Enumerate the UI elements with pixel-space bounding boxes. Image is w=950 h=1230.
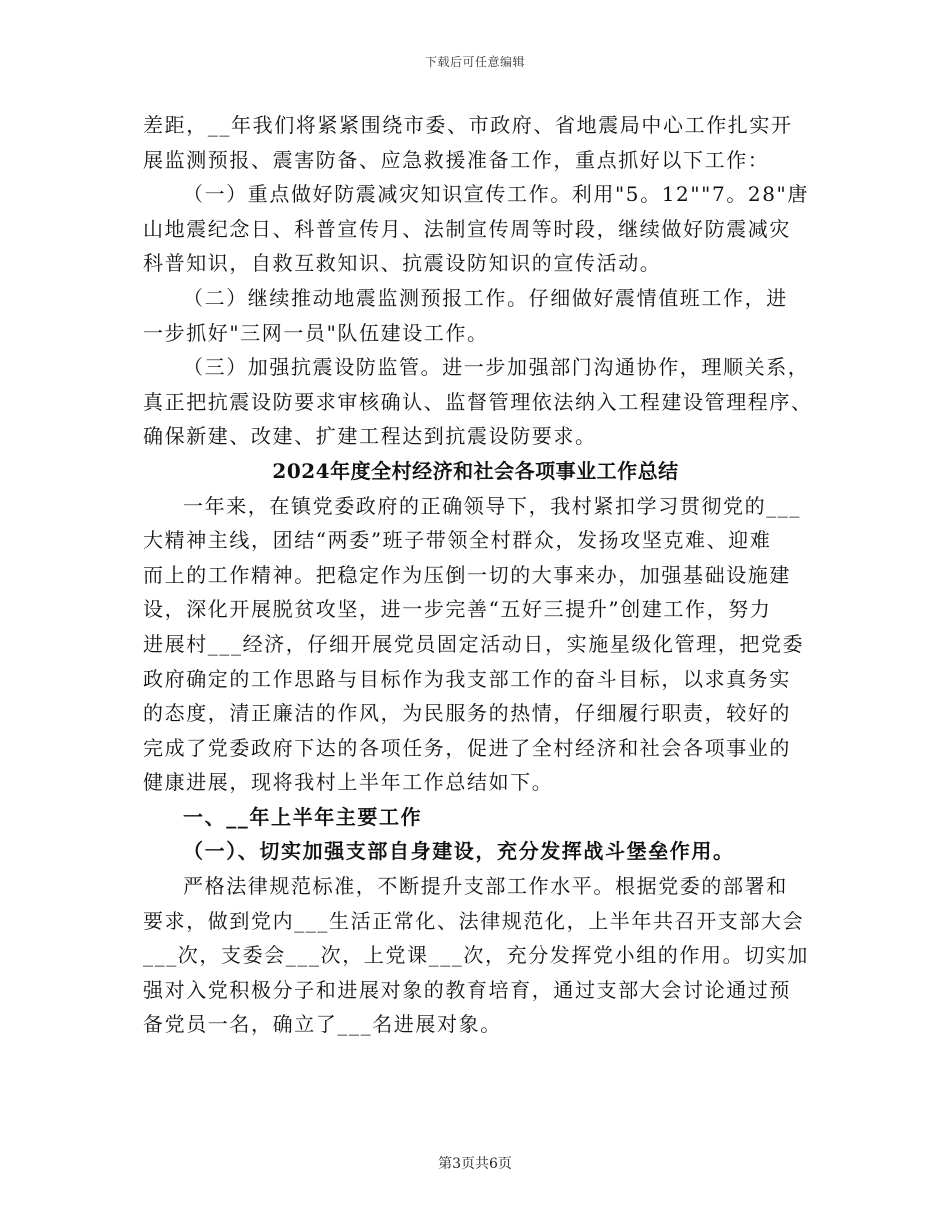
text-line: （二）继续推动地震监测预报工作。仔细做好震情值班工作，进: [183, 285, 788, 310]
text-line: 真正把抗震设防要求审核确认、监督管理依法纳入工程建设管理程序、: [143, 389, 813, 414]
text-line: 完成了党委政府下达的各项任务，促进了全村经济和社会各项事业的: [143, 735, 791, 760]
section-title: 2024年度全村经济和社会各项事业工作总结: [272, 458, 679, 483]
page-header: 下载后可任意编辑: [424, 55, 525, 69]
text-line: 科普知识，自救互救知识、抗震设防知识的宣传活动。: [143, 251, 662, 276]
text-line: ___次，支委会___次，上党课___次，充分发挥党小组的作用。切实加: [143, 943, 809, 968]
text-line: 差距，__年我们将紧紧围绕市委、市政府、省地震局中心工作扎实开: [143, 113, 793, 137]
text-line: 展监测预报、震害防备、应急救援准备工作，重点抓好以下工作：: [143, 147, 770, 172]
text-line: （一）重点做好防震减灾知识宣传工作。利用"5。12""7。28"唐: [183, 182, 809, 207]
text-line: 严格法律规范标准，不断提升支部工作水平。根据党委的部署和: [183, 874, 788, 899]
section-heading: 一、__年上半年主要工作: [183, 804, 423, 829]
document-body: [143, 108, 813, 1042]
text-line: 的态度，清正廉洁的作风，为民服务的热情，仔细履行职责，较好的: [143, 701, 791, 726]
text-line: 山地震纪念日、科普宣传月、法制宣传周等时段，继续做好防震减灾: [143, 216, 791, 241]
text-line: 健康进展，现将我村上半年工作总结如下。: [143, 770, 554, 795]
text-line: 一年来，在镇党委政府的正确领导下，我村紧扣学习贯彻党的___: [183, 493, 801, 518]
text-line: （三）加强抗震设防监管。进一步加强部门沟通协作，理顺关系，: [183, 355, 810, 380]
text-line: 政府确定的工作思路与目标作为我支部工作的奋斗目标，以求真务实: [143, 666, 791, 691]
text-line: 进展村___经济，仔细开展党员固定活动日，实施星级化管理，把党委: [143, 631, 805, 656]
subsection-heading: （一）、切实加强支部自身建设，充分发挥战斗堡垒作用。: [183, 839, 735, 864]
text-line: 强对入党积极分子和进展对象的教育培育，通过支部大会讨论通过预: [143, 977, 791, 1002]
text-line: 要求，做到党内___生活正常化、法律规范化，上半年共召开支部大会: [143, 908, 805, 933]
text-line: 而上的工作精神。把稳定作为压倒一切的大事来办，加强基础设施建: [143, 562, 791, 587]
text-line: 大精神主线，团结“两委”班子带领全村群众，发扬攻坚克难、迎难: [143, 528, 772, 553]
text-line: 一步抓好"三网一员"队伍建设工作。: [143, 320, 489, 345]
text-line: 设，深化开展脱贫攻坚，进一步完善“五好三提升”创建工作，努力: [143, 597, 772, 622]
text-line: 确保新建、改建、扩建工程达到抗震设防要求。: [143, 424, 597, 449]
text-line: 备党员一名，确立了___名进展对象。: [143, 1012, 502, 1037]
page-footer: 第3页共6页: [438, 1156, 512, 1172]
